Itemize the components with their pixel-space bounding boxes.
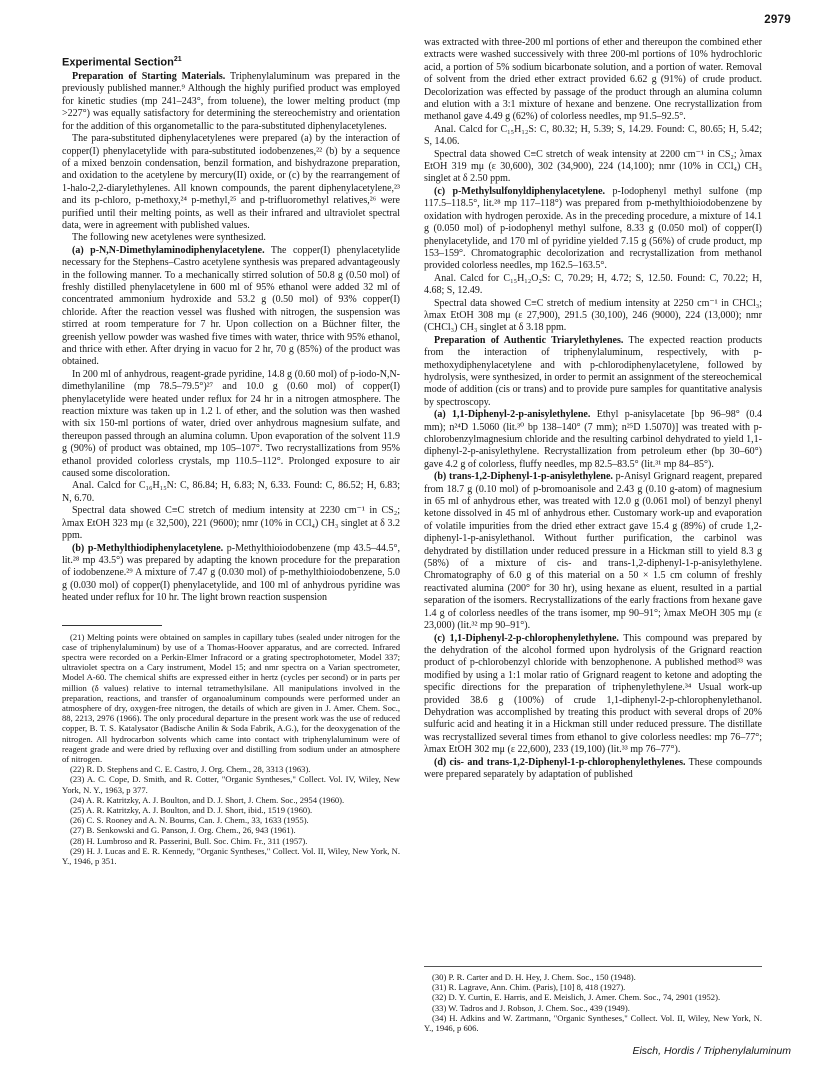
right-footnotes-block: [424, 966, 762, 1033]
footnote: (26) C. S. Rooney and A. N. Bourns, Can. J. Chem., 33, 1633 (1955).: [70, 815, 309, 826]
paragraph-text: Ethyl p-anisylacetate [bp 96–98° (0.4 mm); n²⁴D 1.5060 (lit.³⁰ bp 138–140° (7 mm); n²⁵D 1.5070)] was treated with p-chlorobenzylmagnesium chloride and the resulting carbinol dehydrated to yield 1,1-diphenyl-2-p-anisylethylene. Recrystallization from petroleum ether (bp 30–60°) gave 4.2 g of colorless, fluffy needles, mp 82.5–83.5° (lit.³¹ mp 84–85°).: [424, 409, 763, 470]
paragraph: [424, 37, 762, 124]
footnote: (34) H. Adkins and W. Zartmann, "Organic Syntheses," Collect. Vol. II, Wiley, New York, N. Y., 1946, p 606.: [424, 1012, 762, 1034]
left-footnotes: [62, 632, 400, 867]
paragraph-heading: (c) p-Methylsulfonyldiphenylacetylene.: [434, 185, 606, 197]
paragraph-heading: Preparation of Starting Materials.: [72, 71, 226, 83]
footnote: (24) A. R. Katritzky, A. J. Boulton, and D. J. Short, J. Chem. Soc., 2954 (1960).: [70, 794, 345, 805]
footnote: (28) H. Lumbroso and R. Passerini, Bull. Soc. Chim. Fr., 311 (1957).: [70, 835, 308, 846]
paragraph-text: These compounds were prepared separately by adaptation of published: [424, 756, 762, 780]
paragraph-text: p-Anisyl Grignard reagent, prepared from 18.7 g (0.10 mol) of p-bromoanisole and 2.43 g (0.10 g-atom) of magnesium in 65 ml of anhydrous ether, was treated with 12.0 g (0.061 mol) of benzyl phenyl ketone dissolved in 45 ml of anhydrous ether. Customary work-up and evaporation of volatile impurities from the dried ether extract gave 15.4 g (89%) of crude 1,2-diphenyl-1-p-anisylethanol. Without further purification, the carbinol was dehydrated by distillation under reduced pressure in a Hickman still to yield 8.3 g (58%) of a mixture of cis- and trans-1,2-diphenyl-1-p-anisylethylene. Chromatography of 6.0 g of this material on a 50 × 1.5 cm column of freshly reactivated alumina (200° for 30 hr), using hexane as eluent, resulted in a partial separation of the isomers. Recrystallizations of the early fractions from hexane gave 1.4 g of colorless needles of the trans isomer, mp 90–91°; λmax MeOH 305 mμ (ε 23,000) (lit.³² mp 90–91°).: [424, 471, 762, 632]
footnote: (31) R. Lagrave, Ann. Chim. (Paris), [10] 8, 418 (1927).: [432, 982, 626, 993]
paragraph-heading: (a) 1,1-Diphenyl-2-p-anisylethylene.: [434, 409, 591, 421]
footnote: (23) A. C. Cope, D. Smith, and R. Cotter, "Organic Syntheses," Collect. Vol. IV, Wiley, New York, N. Y., 1963, p 377.: [62, 774, 400, 795]
paragraph-text: The copper(I) phenylacetylide necessary for the Stephens–Castro acetylene synthesis was prepared advantageously in the following manner. To a mechanically stirred solution of 50.8 g (0.50 mol) of freshly distilled phenylacetylene in 600 ml of 95% ethanol were added 32 ml of concentrated ammonium hydroxide and 53.2 g (0.50 mol) of 93% copper(I) chloride. After the reaction vessel was flushed with nitrogen, the suspension was stirred at room temperature for 7 hr. Upon collection on a Büchner filter, the greenish yellow powder was washed five times with water, thrice with 95% ethanol, and thrice with ether. After drying in vacuo for 2 hr, 70 g (85%) of the product was obtained.: [62, 244, 400, 368]
paragraph: [62, 133, 400, 232]
paragraph: [62, 232, 400, 244]
paragraph-heading: (a) p-N,N-Dimethylaminodiphenylacetylene.: [72, 244, 265, 256]
paragraph-text: Triphenylaluminum was prepared in the previously published manner.⁹ Although the highly purified product was employed for kinetic studies (mp 241–243°, from toluene), the lower melting product (mp >227°) was equally satisfactory for determining the stereochemistry and orientation for the addition of this organometallic to the para-substituted diphenylacetylenes.: [62, 71, 400, 132]
footnote-rule: [424, 966, 762, 967]
paragraph: [424, 757, 762, 782]
paragraph-text: In 200 ml of anhydrous, reagent-grade pyridine, 14.8 g (0.60 mol) of p-iodo-N,N-dimethylaniline (mp 78.5–79.5°)²⁷ and 10.0 g (0.60 mol) of copper(I) phenylacetylide were heated under reflux for 24 hr in a nitrogen atmosphere. The reaction mixture was taken up in 1.2 l. of ether, and the solution was then washed with six 150-ml portions of water, dried over anhydrous magnesium sulfate, and thereupon passed through an alumina column. Upon evaporation of the solvent 11.9 g (90%) of product was obtained, mp 105–107°. Two recrystallizations from 95% ethanol provided colorless crystals, mp 110.5–112°. Prolonged exposure to air caused some discoloration.: [62, 368, 400, 480]
paragraph-text: The expected reaction products from the interaction of triphenylaluminum, respectively, with p-methoxydiphenylacetylene and with p-chlorodiphenylacetylene, followed by hydrolysis, were synthesized, in order to permit an assignment of the stereochemical mode of addition (cis or trans) and to provide pure samples for quantitative analysis by spectroscopy.: [424, 334, 762, 408]
paragraph: [424, 409, 762, 471]
footnote: (29) H. J. Lucas and E. R. Kennedy, "Organic Syntheses," Collect. Vol. II, Wiley, New York, N. Y., 1946, p 351.: [62, 845, 400, 866]
section-title: Experimental Section$^{21}$: [62, 56, 182, 69]
footnote: (33) W. Tadros and J. Robson, J. Chem. Soc., 439 (1949).: [432, 1002, 630, 1013]
paragraph: [62, 480, 400, 505]
paragraph-text: Anal. Calcd for C₁₅H₁₂S: C, 80.32; H, 5.39; S, 14.29. Found: C, 80.65; H, 5.42; S, 14.06.: [424, 123, 762, 148]
paragraph-heading: (c) 1,1-Diphenyl-2-p-chlorophenylethylene.: [434, 632, 619, 644]
paragraph-text: Anal. Calcd for C₁₅H₁₂O₂S: C, 70.29; H, 4.72; S, 12.50. Found: C, 70.22; H, 4.68; S, 12.49.: [424, 272, 762, 297]
paragraph-text: The following new acetylenes were synthesized.: [72, 232, 266, 244]
paragraph-text: Anal. Calcd for C₁₆H₁₅N: C, 86.84; H, 6.83; N, 6.33. Found: C, 86.52; H, 6.83; N, 6.70.: [62, 480, 400, 504]
running-footer: Eisch, Hordis / Triphenylaluminum: [632, 1045, 791, 1057]
footnote-rule: [62, 625, 162, 626]
paragraph: [424, 273, 762, 298]
paragraph: [424, 186, 762, 273]
paragraph-text: This compound was prepared by the dehydration of the alcohol formed upon hydrolysis of the Grignard reaction product of p-chlorobenzyl chloride with benzophenone. A published method³³ was modified by using a 1:1 molar ratio of Grignard reagent to ketone and adopting the specific directions for the preparation of triphenylethylene.³⁴ Usual work-up provided 38.6 g (100%) of crude 1,1-diphenyl-2-p-chlorophenylethanol. Dehydration was accomplished by treating this product with several drops of 20% sulfuric acid and heating it in a Hickman still under reduced pressure. The distillate was recrystallized several times from ethanol to give colorless needles: mp 76–77°; λmax EtOH 302 mμ (ε 22,600), 233 (19,100) (lit.³³ mp 76–77°).: [424, 632, 762, 756]
paragraph: [62, 543, 400, 605]
paragraph-heading: (b) trans-1,2-Diphenyl-1-p-anisylethylene.: [434, 471, 613, 483]
paragraph-text: was extracted with three-200 ml portions of ether and thereupon the combined ether extracts were washed successively with three 200-ml portions of 10% hydrochloric acid, a portion of 5% sodium bicarbonate solution, and a portion of water. Removal of solvent from the dried ether extract provided 6.62 g (91%) of crude product. Decolorization was effected by passage of the product through an alumina column and elution with a 3:1 mixture of hexane and benzene. One recrystallization from methanol gave 4.49 g (62%) of colorless needles, mp 91.5–92.5°.: [424, 37, 762, 123]
footnote: (30) P. R. Carter and D. H. Hey, J. Chem. Soc., 150 (1948).: [432, 972, 636, 982]
paragraph: [424, 124, 762, 149]
footnote: (27) B. Senkowski and G. Panson, J. Org. Chem., 26, 943 (1961).: [70, 825, 296, 836]
footnote: (32) D. Y. Curtin, E. Harris, and E. Meislich, J. Amer. Chem. Soc., 74, 2901 (1952).: [432, 992, 721, 1003]
paragraph-text: Spectral data showed C≡C stretch of weak intensity at 2200 cm⁻¹ in CS₂; λmax EtOH 319 mμ (ε 30,600), 302 (34,900), 224 (14,100); nmr (10% in CCl₄) CH₃ singlet at δ 2.50 ppm.: [424, 148, 762, 185]
paragraph: [424, 471, 762, 632]
right-footnotes: [424, 972, 762, 1033]
paragraph: [62, 71, 400, 133]
paragraph: [424, 298, 762, 335]
paragraph: [62, 369, 400, 481]
footnote: (25) A. R. Katritzky, A. J. Boulton, and D. J. Short, ibid., 1519 (1960).: [70, 804, 313, 815]
paragraph-text: The para-substituted diphenylacetylenes were prepared (a) by the interaction of copper(I) phenylacetylide with para-substituted iodobenzenes,²² (b) by a sequence of a mixed benzoin condensation, benzil formation, and bishydrazone preparation, and oxidation to the acetylene by mercury(II) oxide, or (c) by the rearrangement of 1-halo-2,2-diarylethylenes. All known compounds, the parent diphenylacetylene,²³ and its p-chloro, p-methoxy,²⁴ p-methyl,²⁵ and p-trifluoromethyl relatives,²⁶ were purified until their melting points, as well as their infrared and ultraviolet spectral data, were in agreement with published values.: [62, 133, 400, 231]
paragraph-heading: (d) cis- and trans-1,2-Diphenyl-1-p-chlorophenylethylenes.: [434, 756, 686, 768]
page-number: 2979: [764, 14, 791, 26]
right-body: [424, 37, 762, 781]
paragraph: [424, 149, 762, 186]
paragraph-text: p-Methylthioiodobenzene (mp 43.5–44.5°, lit.²⁸ mp 43.5°) was prepared by adapting the known procedure for the preparation of iodobenzene.²⁹ A mixture of 7.47 g (0.030 mol) of p-methylthioiodobenzene, 5.0 g (0.030 mol) of copper(I) phenylacetylide, and 100 ml of anhydrous pyridine was heated under reflux for 10 hr. The light brown reaction suspension: [62, 542, 400, 604]
paragraph-heading: Preparation of Authentic Triarylethylenes.: [434, 334, 624, 346]
footnote: (22) R. D. Stephens and C. E. Castro, J. Org. Chem., 28, 3313 (1963).: [70, 764, 311, 775]
paragraph-text: Spectral data showed C≡C stretch of medium intensity at 2250 cm⁻¹ in CHCl₃; λmax EtOH 308 mμ (ε 27,900), 291.5 (30,100), 246 (9000), 224 (13,000); nmr (CHCl₃) CH₃ singlet at δ 3.18 ppm.: [424, 297, 762, 334]
paragraph: [424, 335, 762, 409]
footnote: (21) Melting points were obtained on samples in capillary tubes (sealed under nitrogen for the case of triphenylaluminum) by use of a Thomas-Hoover apparatus, and are corrected. Infrared spectra were recorded on a Perkin-Elmer Infracord or a grating spectrophotometer, Model 337; ultraviolet spectra on a Cary instrument, Model 15; and nmr spectra on a Varian spectrometer, Model A-60. The chemical shifts are expressed either in hertz (cycles per second) or in parts per million (δ values) relative to internal tetramethylsilane. All manipulations involved in the preparation, reactions, and transfer of organoaluminum compounds were performed under an atmosphere of dry, oxygen-free nitrogen, the details of which are given in J. Amer. Chem. Soc., 88, 2213, 2976 (1966). The only procedural departure in the present work was the use of reduced copper, B. T. S. Katalysator (Badische Anilin & Soda Fabrik, A.G.), for the deoxygenation of the nitrogen. All hydrocarbon solvents which came into contact with triphenylaluminum were of reagent grade and were dried by refluxing over and distilling from sodium under an atmosphere of nitrogen.: [62, 631, 400, 764]
right-column: [424, 37, 762, 781]
paragraph: [424, 633, 762, 757]
paragraph: [62, 505, 400, 542]
paragraph-heading: (b) p-Methylthiodiphenylacetylene.: [72, 542, 224, 554]
paragraph: [62, 245, 400, 369]
left-body: [62, 71, 400, 604]
paragraph-text: p-Iodophenyl methyl sulfone (mp 117.5–118.5°, lit.²⁸ mp 117–118°) was prepared from p-methylthioiodobenzene by oxidation with hydrogen peroxide. As in the preceding procedure, a mixture of 14.1 g (0.050 mol) of p-iodophenyl methyl sulfone, 8.33 g (0.050 mol) of copper(I) phenylacetylide, and 170 ml of pyridine yielded 7.15 g (56%) of crude product, mp 153–159°. Chromatographic decolorization and recrystallization from methanol provided colorless needles, mp 162.5–163.5°.: [424, 185, 762, 272]
left-column: [62, 40, 400, 866]
paragraph-text: Spectral data showed C≡C stretch of medium intensity at 2230 cm⁻¹ in CS₂; λmax EtOH 323 mμ (ε 32,500), 221 (9600); nmr (10% in CCl₄) CH₃ singlet at δ 3.2 ppm.: [62, 505, 400, 542]
